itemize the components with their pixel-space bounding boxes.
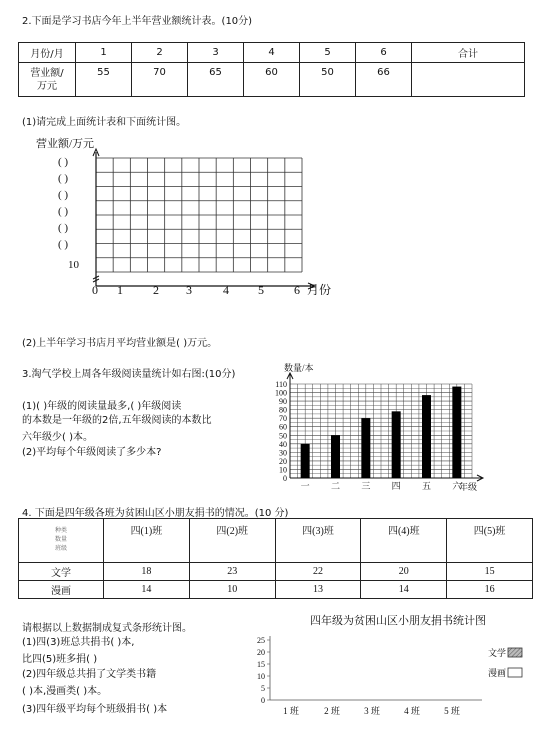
table-header-cell: 月份/月 xyxy=(19,43,76,63)
table-cell: 18 xyxy=(104,563,190,581)
x-tick-label: 四 xyxy=(391,481,401,491)
x-tick-label: 3 班 xyxy=(364,706,380,716)
y-axis-blank[interactable]: ( ) xyxy=(58,238,69,251)
q4-line1: (1)四(3)班总共捐书( )本, xyxy=(22,637,135,648)
legend-comic-label: 漫画 xyxy=(488,668,507,678)
table-cell: 14 xyxy=(361,581,447,599)
y-axis-blank[interactable]: ( ) xyxy=(58,189,69,201)
chart-y-label: 营业额/万元 xyxy=(36,138,95,150)
table-cell: 22 xyxy=(275,563,361,581)
y-tick-label: 20 xyxy=(279,456,287,466)
bar xyxy=(422,395,431,478)
table-header-cell: 四(5)班 xyxy=(447,519,533,563)
y-tick-label: 40 xyxy=(279,439,287,449)
q4-line5: (3)四年级平均每个班级捐书( )本 xyxy=(22,704,168,715)
y-tick-label: 50 xyxy=(279,431,287,441)
y-tick-label: 80 xyxy=(279,405,287,415)
y-tick-label: 15 xyxy=(257,660,265,669)
bar xyxy=(361,418,370,478)
x-tick-label: 6 xyxy=(294,283,300,297)
table-header-cell: 2 xyxy=(132,43,188,63)
corner-label-class: 班级 xyxy=(54,546,67,552)
corner-label-kind: 种类 xyxy=(54,528,67,534)
bar xyxy=(301,444,310,478)
bar xyxy=(392,411,401,478)
table-cell: 50 xyxy=(300,63,356,97)
table-header-cell: 四(4)班 xyxy=(361,519,447,563)
q4-instruction: 请根据以上数据制成复式条形统计图。 xyxy=(22,623,192,634)
donation-table xyxy=(18,518,533,599)
y-tick-label: 5 xyxy=(261,684,265,693)
table-cell: 23 xyxy=(189,563,275,581)
bar xyxy=(452,387,461,478)
table-cell: 16 xyxy=(447,581,533,599)
x-tick-label: 五 xyxy=(421,481,432,491)
sales-grid-chart xyxy=(20,130,350,305)
table-cell: 65 xyxy=(188,63,244,97)
table-row-label: 文学 xyxy=(19,563,104,581)
bar xyxy=(331,435,340,478)
table-header-cell: 4 xyxy=(244,43,300,63)
x-tick-label: 2 xyxy=(153,283,159,297)
table-header-cell: 四(2)班 xyxy=(189,519,275,563)
q3-title: 3.淘气学校上周各年级阅读量统计如右图:(10分) xyxy=(22,369,236,380)
table-cell: 55 xyxy=(76,63,132,97)
q2-sub1: (1)请完成上面统计表和下面统计图。 xyxy=(22,117,187,128)
table-cell: 70 xyxy=(132,63,188,97)
x-tick-label: 二 xyxy=(330,481,341,491)
y-axis-blank[interactable]: ( ) xyxy=(58,172,69,185)
y-tick-label: 20 xyxy=(257,648,265,657)
q4-line4: ( )本,漫画类( )本。 xyxy=(22,686,108,697)
x-tick-label: 六 xyxy=(452,481,462,491)
table-cell: 10 xyxy=(189,581,275,599)
legend-literature-label: 文学 xyxy=(488,648,507,658)
y-tick-label: 110 xyxy=(275,380,287,389)
x-tick-label: 三 xyxy=(361,481,371,491)
chart-x-label: 年级 xyxy=(459,482,478,492)
table-header-cell: 四(1)班 xyxy=(104,519,190,563)
y-tick-label: 0 xyxy=(283,474,287,483)
legend-comic-swatch xyxy=(508,668,522,677)
table-row-label: 漫画 xyxy=(19,581,104,599)
y-tick-label: 10 xyxy=(257,672,265,681)
chart-y-label: 数量/本 xyxy=(284,363,314,373)
y-tick-label: 70 xyxy=(279,414,287,424)
y-axis-blank[interactable]: ( ) xyxy=(58,222,69,234)
reading-bar-chart xyxy=(262,360,492,495)
y-tick-label: 60 xyxy=(279,422,287,432)
x-tick-label: 3 xyxy=(186,283,192,297)
table-row-label: 营业额/ 万元 xyxy=(19,63,76,97)
table-cell: 60 xyxy=(244,63,300,97)
x-tick-label: 2 班 xyxy=(324,706,340,716)
y-axis-blank[interactable]: ( ) xyxy=(58,205,69,218)
y-tick-label: 0 xyxy=(261,696,265,705)
y-axis-blanks xyxy=(58,156,68,251)
x-tick-label: 5 班 xyxy=(444,706,460,716)
q2-sub2: (2)上半年学习书店月平均营业额是( )万元。 xyxy=(22,338,218,349)
x-tick-label: 1 班 xyxy=(283,706,299,716)
table-cell: 13 xyxy=(275,581,361,599)
q2-title: 2.下面是学习书店今年上半年营业额统计表。(10分) xyxy=(22,16,253,27)
y-axis-blank[interactable]: ( ) xyxy=(58,156,69,168)
table-cell: 15 xyxy=(447,563,533,581)
x-unit-label: 月份 xyxy=(307,283,332,297)
y-tick-label: 10 xyxy=(68,259,79,271)
table-header-cell: 5 xyxy=(300,43,356,63)
q4-line3: (2)四年级总共捐了文学类书籍 xyxy=(22,669,157,680)
table-cell: 14 xyxy=(104,581,190,599)
y-tick-label: 90 xyxy=(279,397,287,407)
q3-line4: (2)平均每个年级阅读了多少本? xyxy=(22,447,162,458)
table-header-cell: 1 xyxy=(76,43,132,63)
x-tick-labels xyxy=(92,283,300,297)
table-header-cell: 3 xyxy=(188,43,244,63)
y-tick-label: 25 xyxy=(257,636,265,645)
q4-title: 4. 下面是四年级各班为贫困山区小朋友捐书的情况。(10 分) xyxy=(22,508,289,519)
y-tick-label: 100 xyxy=(275,388,287,398)
x-tick-label: 一 xyxy=(300,481,310,491)
chart-title: 四年级为贫困山区小朋友捐书统计图 xyxy=(310,615,486,627)
table-cell: 66 xyxy=(356,63,412,97)
q3-line2: 的本数是一年级的2倍,五年级阅读的本数比 xyxy=(22,415,212,426)
sales-table xyxy=(18,42,525,97)
table-header-cell: 四(3)班 xyxy=(275,519,361,563)
table-header-cell: 6 xyxy=(356,43,412,63)
table-corner-cell xyxy=(19,519,104,563)
total-cell[interactable] xyxy=(412,63,525,97)
x-tick-label: 4 xyxy=(223,283,229,297)
y-tick-label: 10 xyxy=(279,465,287,475)
x-tick-label: 4 班 xyxy=(404,706,420,716)
chart-grid xyxy=(93,149,315,289)
q3-line3: 六年级少( )本。 xyxy=(22,432,93,443)
x-tick-label: 5 xyxy=(258,283,264,297)
corner-label-count: 数量 xyxy=(54,537,67,543)
x-tick-label: 1 xyxy=(117,283,123,297)
legend-literature-swatch xyxy=(508,648,522,657)
y-tick-label: 30 xyxy=(279,448,287,458)
table-cell: 20 xyxy=(361,563,447,581)
q4-line2: 比四(5)班多捐( ) xyxy=(22,654,98,665)
table-header-cell: 合计 xyxy=(412,43,525,63)
q3-line1: (1)( )年级的阅读量最多,( )年级阅读 xyxy=(22,401,182,412)
donation-chart xyxy=(240,610,540,728)
x-tick-label: 0 xyxy=(92,283,98,297)
